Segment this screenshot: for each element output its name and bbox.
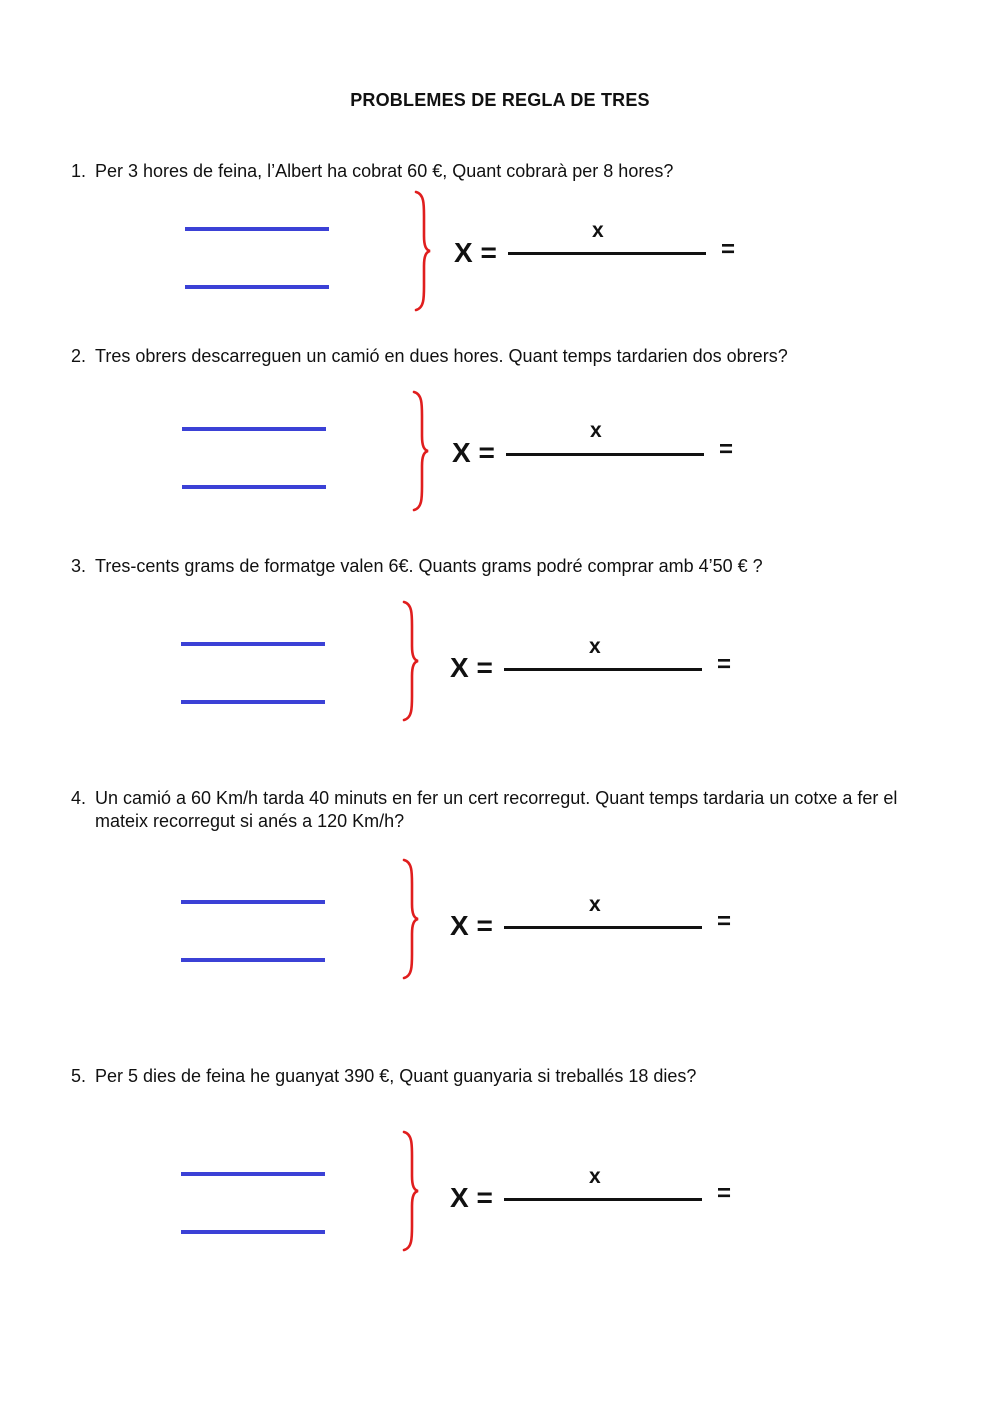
x-equals-label: X = [450, 910, 493, 941]
answer-blank-bottom[interactable] [181, 700, 325, 704]
answer-blank-bottom[interactable] [182, 485, 326, 489]
fraction-line[interactable] [508, 252, 706, 255]
right-brace-icon [399, 858, 419, 980]
equals-sign: = [717, 651, 732, 678]
problem-number: 2. [71, 346, 87, 366]
answer-blank-top[interactable] [182, 427, 326, 431]
right-brace-icon [409, 390, 429, 512]
answer-blank-top[interactable] [185, 227, 329, 231]
fraction-line[interactable] [504, 1198, 702, 1201]
right-brace-icon [399, 600, 419, 722]
multiply-sign: x [592, 219, 604, 242]
problem-text: Tres-cents grams de formatge valen 6€. Quants grams podré comprar amb 4’50 € ? [95, 556, 763, 576]
answer-blank-top[interactable] [181, 1172, 325, 1176]
answer-blank-bottom[interactable] [181, 1230, 325, 1234]
multiply-sign: x [590, 419, 602, 442]
equals-sign: = [717, 908, 732, 935]
answer-blank-top[interactable] [181, 642, 325, 646]
problem-number: 5. [71, 1066, 87, 1086]
equals-sign: = [717, 1180, 732, 1207]
answer-blank-bottom[interactable] [181, 958, 325, 962]
answer-blank-top[interactable] [181, 900, 325, 904]
problem-3-statement [71, 555, 951, 578]
right-brace-icon [399, 1130, 419, 1252]
equals-sign: = [719, 436, 734, 463]
right-brace-icon [411, 190, 431, 312]
problem-text: Un camió a 60 Km/h tarda 40 minuts en fer un cert recorregut. Quant temps tardaria un cotxe a fer el mateix recorregut si anés a 120 Km/h? [95, 788, 898, 831]
problem-text: Tres obrers descarreguen un camió en dues hores. Quant temps tardarien dos obrers? [95, 346, 788, 366]
fraction-line[interactable] [506, 453, 704, 456]
problem-text: Per 5 dies de feina he guanyat 390 €, Quant guanyaria si treballés 18 dies? [95, 1066, 697, 1086]
problem-5-statement [71, 1065, 951, 1088]
problem-1-statement [71, 160, 951, 183]
x-equals-label: X = [450, 652, 493, 683]
x-equals-label: X = [450, 1182, 493, 1213]
x-equals-label: X = [454, 237, 497, 268]
problem-number: 1. [71, 161, 87, 181]
multiply-sign: x [589, 635, 601, 658]
answer-blank-bottom[interactable] [185, 285, 329, 289]
problem-4-statement [71, 787, 951, 833]
problem-2-statement [71, 345, 951, 368]
multiply-sign: x [589, 1165, 601, 1188]
fraction-line[interactable] [504, 668, 702, 671]
page-title: PROBLEMES DE REGLA DE TRES [350, 90, 650, 110]
fraction-line[interactable] [504, 926, 702, 929]
problem-number: 4. [71, 788, 87, 808]
problem-text: Per 3 hores de feina, l’Albert ha cobrat 60 €, Quant cobrarà per 8 hores? [95, 161, 674, 181]
x-equals-label: X = [452, 437, 495, 468]
multiply-sign: x [589, 893, 601, 916]
equals-sign: = [721, 236, 736, 263]
problem-number: 3. [71, 556, 87, 576]
